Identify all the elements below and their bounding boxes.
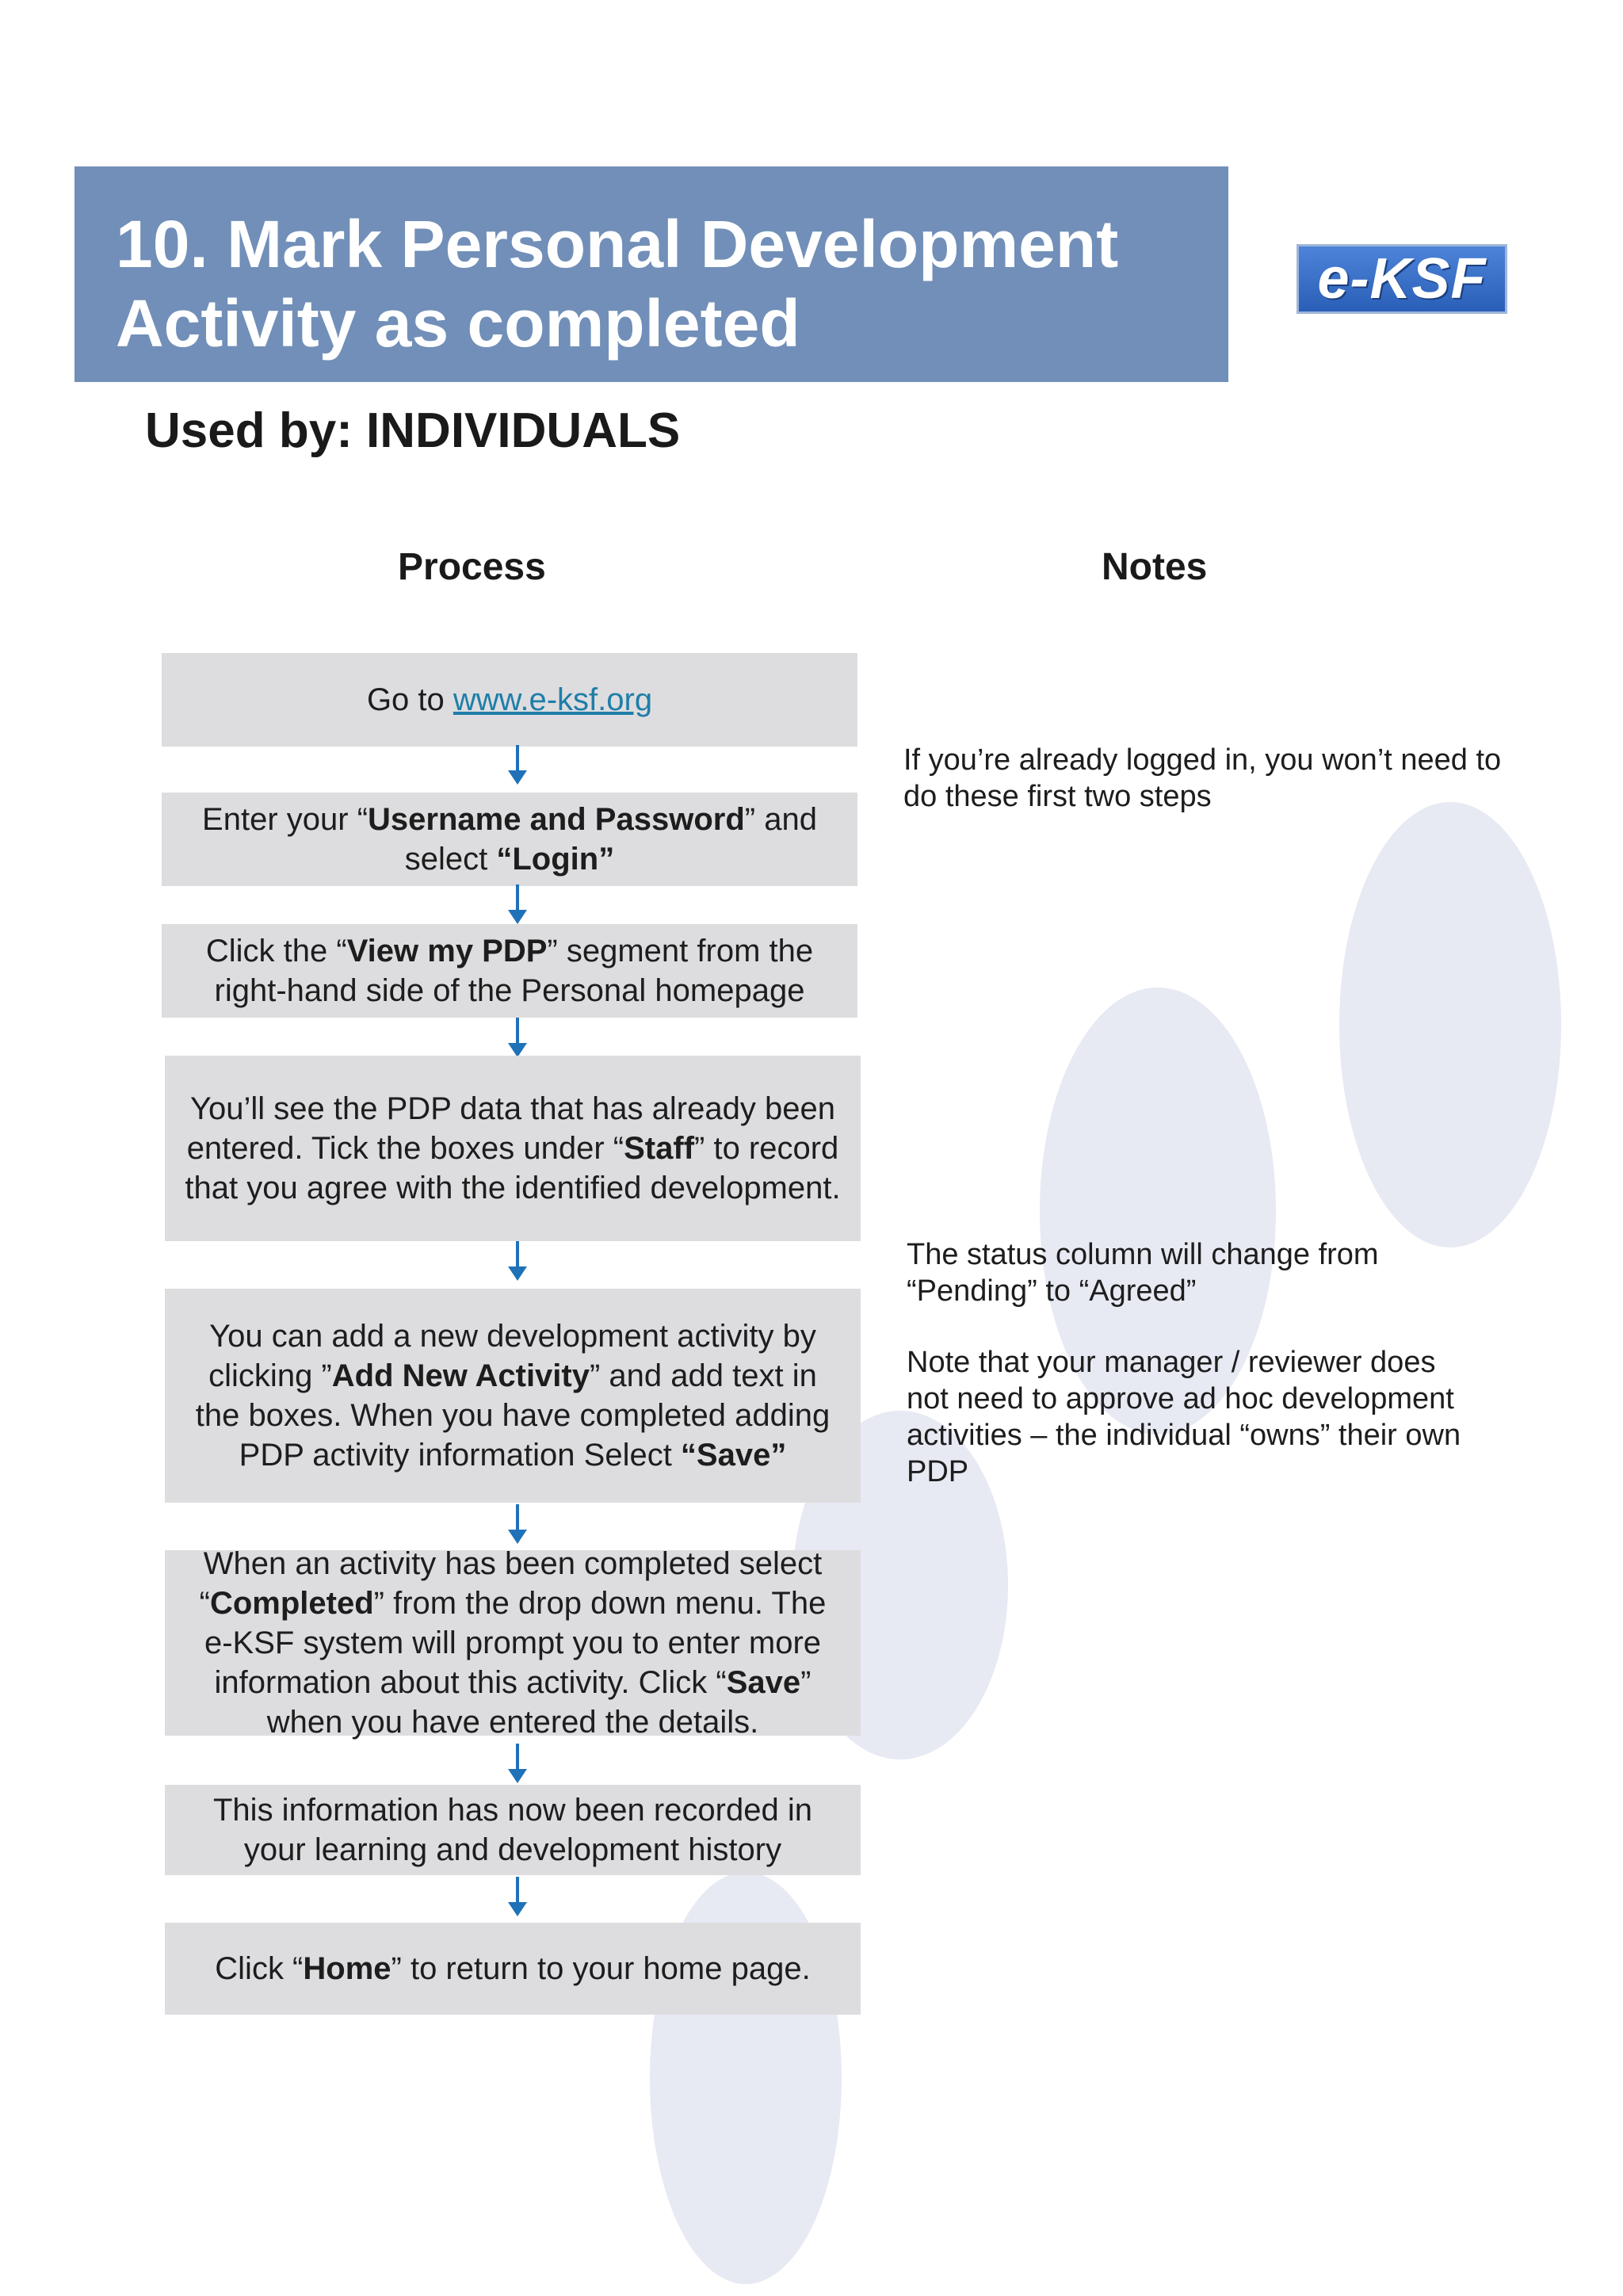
- arrow-7-icon: [506, 1877, 529, 1916]
- step-text-segment: This information has now been recorded in your learning and development history: [213, 1793, 812, 1867]
- step-text-segment: You’ll see the PDP data that has already been entered. Tick the boxes under “: [186, 1091, 835, 1166]
- bold-term: View my PDP: [346, 934, 548, 968]
- step-5-text: [182, 1316, 843, 1475]
- step-text-segment: You can add a new development activity by clicking ”: [208, 1319, 816, 1393]
- step-4-text: [182, 1089, 843, 1208]
- note-status-change: The status column will change from “Pending” to “Agreed”: [907, 1238, 1379, 1308]
- step-text-segment: Go to: [366, 682, 453, 717]
- step-3-text: [179, 931, 840, 1010]
- step-text-segment: ” to return to your home page.: [391, 1951, 811, 1986]
- decor-oval-1: [1339, 802, 1561, 1247]
- step-6-text: [182, 1544, 843, 1742]
- step-2-box: [162, 793, 857, 886]
- title-line-2: Activity as completed: [116, 286, 800, 361]
- step-1-box: [162, 653, 857, 747]
- bold-term: Staff: [624, 1131, 695, 1166]
- step-1-text: [367, 680, 652, 720]
- step-text-segment: Click “: [215, 1951, 304, 1986]
- step-text-segment: ” and select: [404, 802, 817, 877]
- bold-term: “Login”: [496, 842, 615, 877]
- arrow-3-icon: [506, 1018, 529, 1057]
- step-7-text: [182, 1790, 843, 1870]
- bold-term: Add New Activity: [331, 1358, 590, 1393]
- arrow-5-icon: [506, 1504, 529, 1544]
- arrow-6-icon: [506, 1744, 529, 1783]
- bold-term: Save: [726, 1665, 801, 1700]
- arrow-1-icon: [506, 745, 529, 785]
- step-2-text: [179, 800, 840, 879]
- step-text-segment: ” from the drop down menu. The e-KSF system will prompt you to enter more information about this activity. Click “: [204, 1586, 827, 1700]
- bold-term: “Save”: [680, 1438, 787, 1473]
- step-text-segment: ” when you have entered the details.: [266, 1665, 812, 1740]
- process-column-heading: Process: [398, 546, 546, 588]
- step-text-segment: Click the “: [205, 934, 347, 968]
- step-text-segment: When an activity has been completed select “: [199, 1546, 823, 1621]
- bold-term: Completed: [209, 1586, 374, 1621]
- step-6-box: [165, 1546, 861, 1740]
- notes-column-heading: Notes: [1102, 546, 1208, 588]
- step-8-text: [215, 1949, 810, 1988]
- step-text-segment: Enter your “: [202, 802, 369, 837]
- step-7-box: [165, 1785, 861, 1875]
- arrow-4-icon: [506, 1241, 529, 1281]
- title-line-1: 10. Mark Personal Development: [116, 207, 1119, 281]
- arrow-2-icon: [506, 884, 529, 924]
- page-title: [116, 204, 1209, 363]
- step-text-segment: ” segment from the right-hand side of the Personal homepage: [214, 934, 814, 1008]
- bold-term: Home: [303, 1951, 391, 1986]
- step-text-segment: ” to record that you agree with the identified development.: [185, 1131, 841, 1205]
- step-8-box: [165, 1923, 861, 2015]
- website-link[interactable]: www.e-ksf.org: [453, 682, 653, 717]
- step-3-box: [162, 924, 857, 1018]
- used-by-heading: Used by: INDIVIDUALS: [145, 403, 681, 458]
- note-manager-approval: Note that your manager / reviewer does not need to approve ad hoc development activities – the individual “owns” their own PDP: [907, 1346, 1461, 1488]
- bold-term: Username and Password: [368, 802, 745, 837]
- note-login-skip: If you’re already logged in, you won’t need to do these first two steps: [903, 743, 1502, 813]
- eksf-logo: e-KSF: [1296, 244, 1507, 314]
- step-5-box: [165, 1289, 861, 1503]
- step-text-segment: ” and add text in the boxes. When you have completed adding PDP activity information Select: [195, 1358, 831, 1473]
- step-4-box: [165, 1056, 861, 1241]
